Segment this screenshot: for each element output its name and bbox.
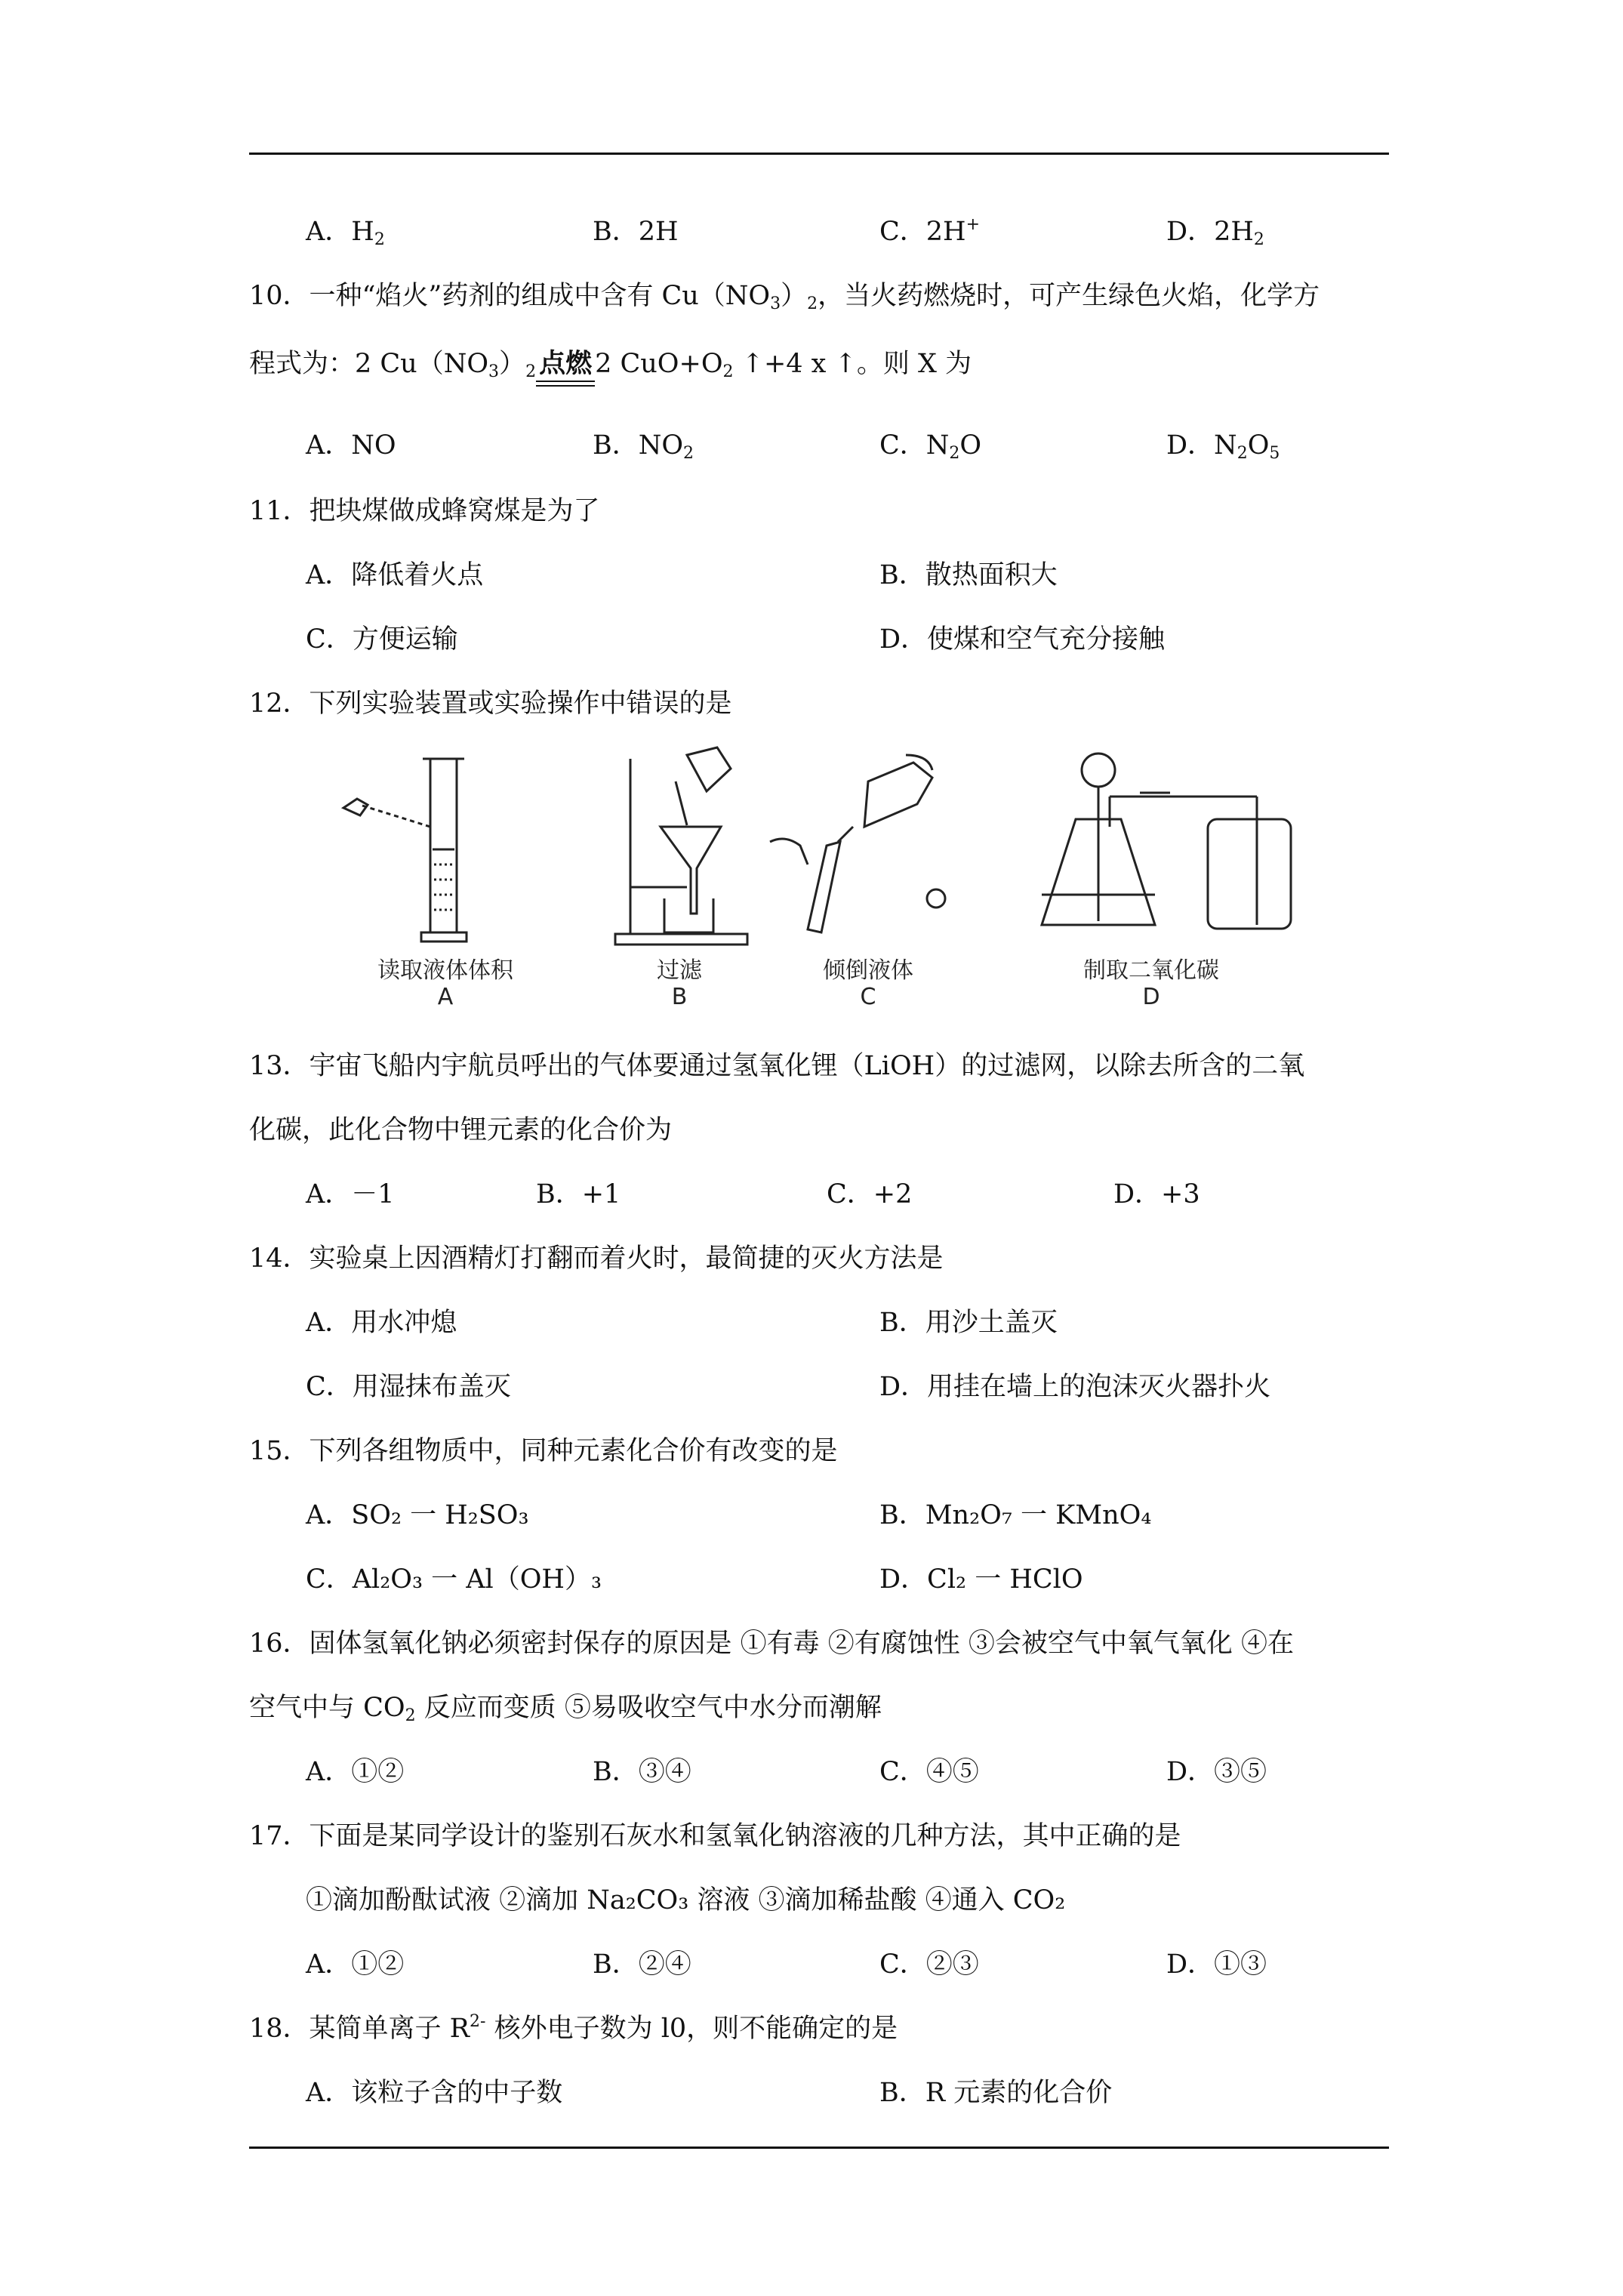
- q13-option-a: A．－1: [306, 1179, 395, 1210]
- q13-option-c: C．+2: [827, 1179, 913, 1210]
- q10-option-c: C．$N_2O$: [879, 430, 982, 463]
- q15-option-c: C．Al₂O₃ 一 Al（OH）₃: [306, 1564, 602, 1595]
- q14-option-a: A．用水冲熄: [306, 1308, 457, 1338]
- q14-option-b: B．用沙土盖灭: [879, 1308, 1058, 1338]
- q11-option-c: C．方便运输: [306, 624, 458, 655]
- q17-option-a: A．①②: [306, 1949, 405, 1980]
- q17-option-c: C．②③: [879, 1949, 979, 1980]
- q9-option-a: A．$H_2$: [306, 217, 385, 249]
- caption-a: 读取液体体积: [377, 957, 513, 984]
- q16-option-d: D．③⑤: [1166, 1757, 1267, 1787]
- q17-stem: 17．下面是某同学设计的鉴别石灰水和氢氧化钠溶液的几种方法，其中正确的是: [249, 1821, 1181, 1851]
- q18-option-b: B．R 元素的化合价: [879, 2078, 1113, 2108]
- q16-stem-line1: 16．固体氢氧化钠必须密封保存的原因是 ①有毒 ②有腐蚀性 ③会被空气中氧气氧化 ④在: [249, 1629, 1295, 1659]
- caption-d: 制取二氧化碳: [1083, 957, 1219, 984]
- q16-option-a: A．①②: [306, 1757, 405, 1787]
- q9-option-d: D．$2H_2$: [1166, 217, 1264, 249]
- q13-stem-line1: 13．宇宙飞船内宇航员呼出的气体要通过氢氧化锂（LiOH）的过滤网，以除去所含的二氧: [249, 1051, 1305, 1081]
- filtration-drawing: [615, 747, 747, 945]
- q10-option-b: B．$NO_2$: [593, 430, 694, 463]
- q11-stem: 11．把块煤做成蜂窝煤是为了: [249, 496, 600, 526]
- q11-option-b: B．散热面积大: [879, 560, 1058, 590]
- q17-option-d: D．①③: [1166, 1949, 1267, 1980]
- caption-c: 倾倒液体: [823, 957, 913, 984]
- q10-option-a: A．NO: [306, 430, 396, 461]
- q15-option-a: A．SO₂ 一 H₂SO₃: [306, 1500, 529, 1530]
- pouring-drawing: [770, 755, 945, 932]
- co2-apparatus-drawing: [1042, 754, 1291, 929]
- apparatus-illustration: [332, 736, 1313, 1008]
- q17-option-b: B．②④: [593, 1949, 691, 1980]
- cylinder-drawing: [343, 759, 467, 942]
- q14-option-d: D．用挂在墙上的泡沫灭火器扑火: [879, 1372, 1271, 1402]
- q18-stem: 18．某简单离子 $R^{2-}$ 核外电子数为 l0，则不能确定的是: [249, 2012, 898, 2044]
- q18-option-a: A．该粒子含的中子数: [306, 2078, 563, 2108]
- q13-option-d: D．+3: [1113, 1179, 1200, 1210]
- q10-option-d: D．$N_2O_5$: [1166, 430, 1280, 463]
- q11-option-a: A．降低着火点: [306, 560, 484, 590]
- q14-stem: 14．实验桌上因酒精灯打翻而着火时，最简捷的灭火方法是: [249, 1244, 944, 1274]
- letter-c: C: [860, 984, 876, 1008]
- q12-apparatus-figure: [332, 736, 1313, 1008]
- q10-stem-line1: 10．一种“焰火”药剂的组成中含有 $Cu(NO_3)_2$，当火药燃烧时，可产生绿色火焰，化学方: [249, 281, 1320, 313]
- q9-option-c: C．2H+: [879, 215, 981, 247]
- q13-stem-line2: 化碳，此化合物中锂元素的化合价为: [249, 1115, 673, 1145]
- q16-stem-line2: 空气中与 $CO_2$ 反应而变质 ⑤易吸收空气中水分而潮解: [249, 1693, 882, 1725]
- letter-d: D: [1142, 984, 1160, 1008]
- top-rule: [249, 153, 1389, 155]
- q16-option-c: C．④⑤: [879, 1757, 979, 1787]
- q15-option-d: D．Cl₂ 一 HClO: [879, 1564, 1083, 1595]
- bottom-rule: [249, 2147, 1389, 2149]
- letter-b: B: [671, 984, 688, 1008]
- q9-option-b: B．2H: [593, 217, 679, 247]
- reaction-condition: 点燃: [539, 348, 593, 379]
- q17-methods: ①滴加酚酞试液 ②滴加 Na₂CO₃ 溶液 ③滴加稀盐酸 ④通入 CO₂: [306, 1885, 1066, 1915]
- letter-a: A: [437, 984, 454, 1008]
- caption-b: 过滤: [657, 957, 702, 984]
- q11-option-d: D．使煤和空气充分接触: [879, 624, 1166, 655]
- q15-option-b: B．Mn₂O₇ 一 KMnO₄: [879, 1500, 1152, 1530]
- q14-option-c: C．用湿抹布盖灭: [306, 1372, 511, 1402]
- q12-stem: 12．下列实验装置或实验操作中错误的是: [249, 689, 732, 719]
- q10-equation-line: 程式为：2 $Cu(NO_3)_2$ 点燃 2 $CuO+O_2$ ↑+4 x ↑。则 X 为: [249, 348, 972, 381]
- q15-stem: 15．下列各组物质中，同种元素化合价有改变的是: [249, 1436, 838, 1466]
- q13-option-b: B．+1: [536, 1179, 621, 1210]
- q16-option-b: B．③④: [593, 1757, 691, 1787]
